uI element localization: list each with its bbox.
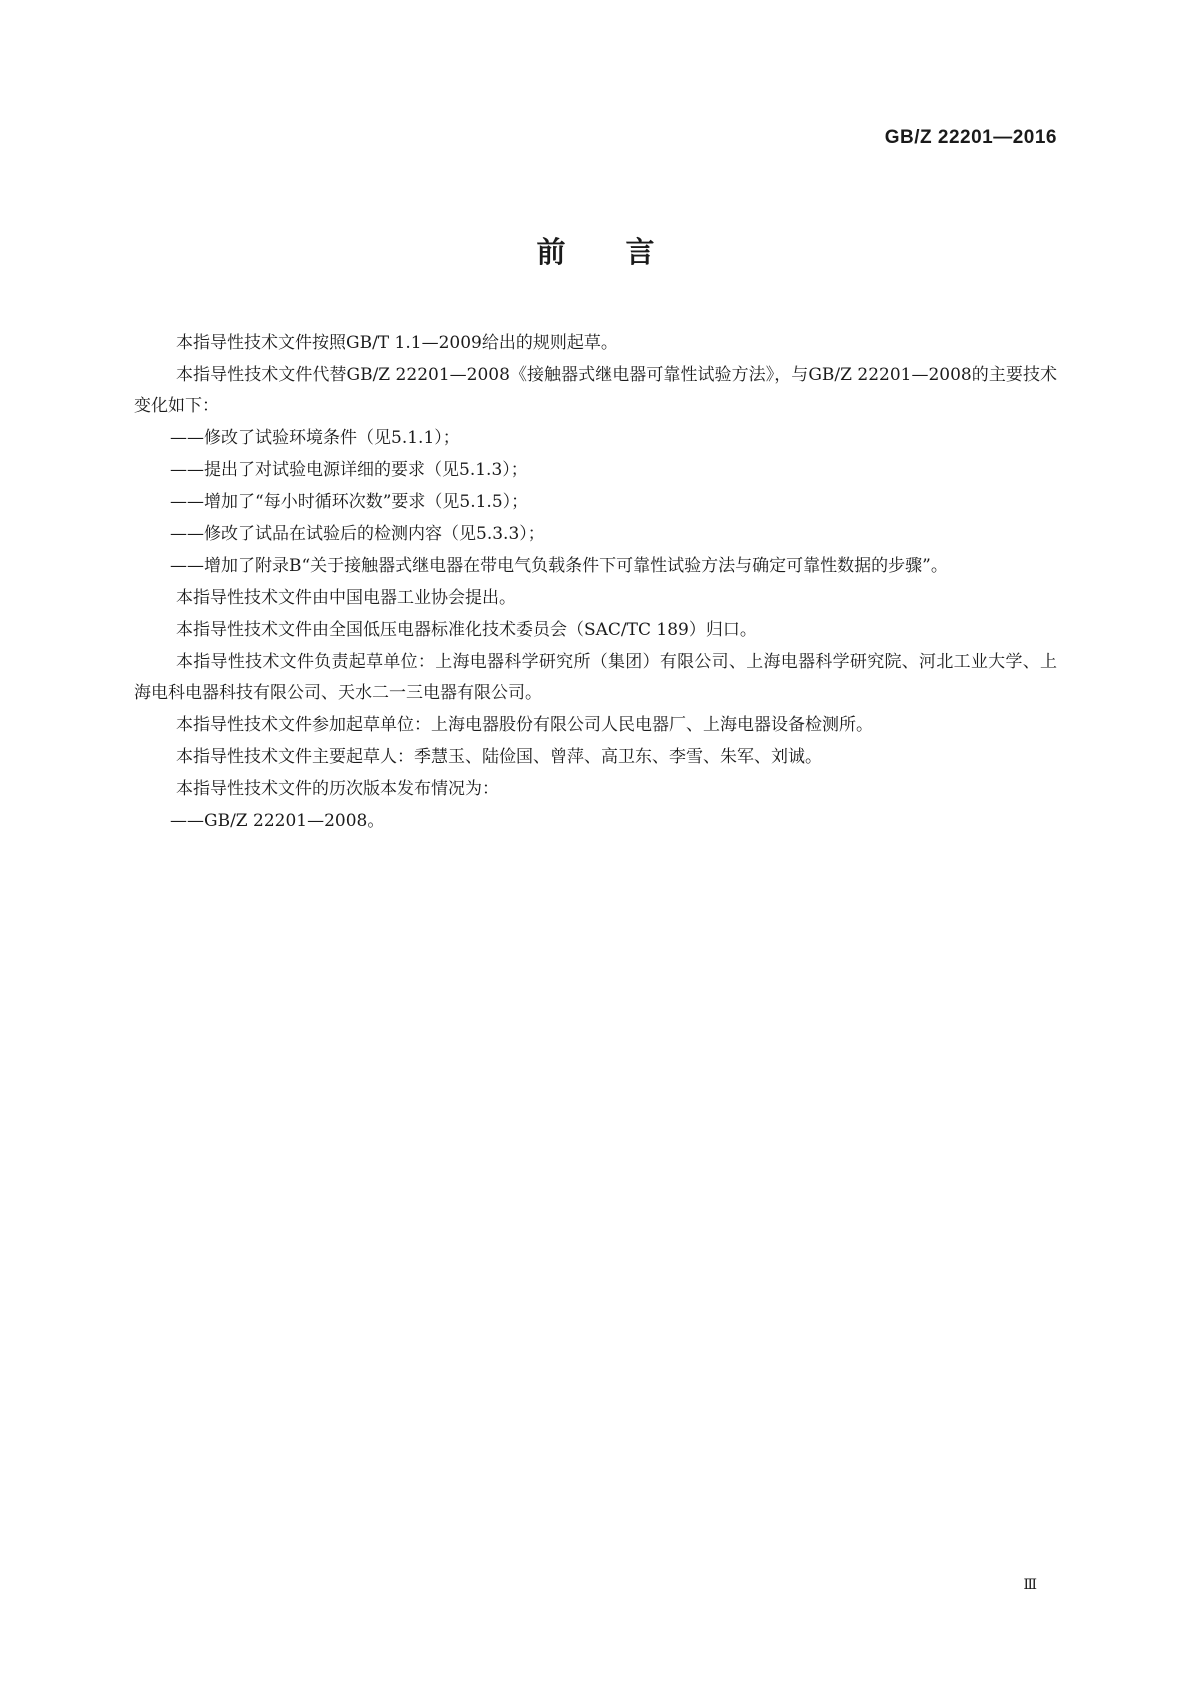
list-item: ——修改了试品在试验后的检测内容（见5.3.3）； <box>170 524 545 544</box>
drafters-paragraph: 本指导性技术文件主要起草人：季慧玉、陆俭国、曾萍、高卫东、李雪、朱军、刘诚。 <box>176 747 822 767</box>
document-body <box>134 328 1057 838</box>
drafting-units-paragraph: 本指导性技术文件负责起草单位：上海电器科学研究所（集团）有限公司、上海电器科学研究院、河北工业大学、上海电科电器科技有限公司、天水二一三电器有限公司。 <box>134 652 1057 703</box>
history-list <box>134 806 1057 837</box>
drafting-rules-paragraph: 本指导性技术文件按照GB/T 1.1—2009给出的规则起草。 <box>176 333 618 353</box>
standard-code: GB/Z 22201—2016 <box>884 127 1057 148</box>
replacement-paragraph: 本指导性技术文件代替GB/Z 22201—2008《接触器式继电器可靠性试验方法》，与GB/Z 22201—2008的主要技术变化如下： <box>134 365 1057 416</box>
changes-list <box>134 423 1057 582</box>
committee-paragraph: 本指导性技术文件由全国低压电器标准化技术委员会（SAC/TC 189）归口。 <box>176 620 757 640</box>
list-item: ——GB/Z 22201—2008。 <box>170 811 385 831</box>
list-item: ——增加了附录B“关于接触器式继电器在带电气负载条件下可靠性试验方法与确定可靠性数据的步骤”。 <box>170 556 948 576</box>
page-number: Ⅲ <box>1023 1577 1037 1593</box>
participating-units-paragraph: 本指导性技术文件参加起草单位：上海电器股份有限公司人民电器厂、上海电器设备检测所。 <box>176 715 873 735</box>
page-title: 前言 <box>536 235 715 269</box>
list-item: ——增加了“每小时循环次数”要求（见5.1.5）； <box>170 492 529 512</box>
proposer-paragraph: 本指导性技术文件由中国电器工业协会提出。 <box>176 588 516 608</box>
list-item: ——提出了对试验电源详细的要求（见5.1.3）； <box>170 460 528 480</box>
list-item: ——修改了试验环境条件（见5.1.1）； <box>170 428 460 448</box>
history-intro-paragraph: 本指导性技术文件的历次版本发布情况为： <box>176 779 499 799</box>
